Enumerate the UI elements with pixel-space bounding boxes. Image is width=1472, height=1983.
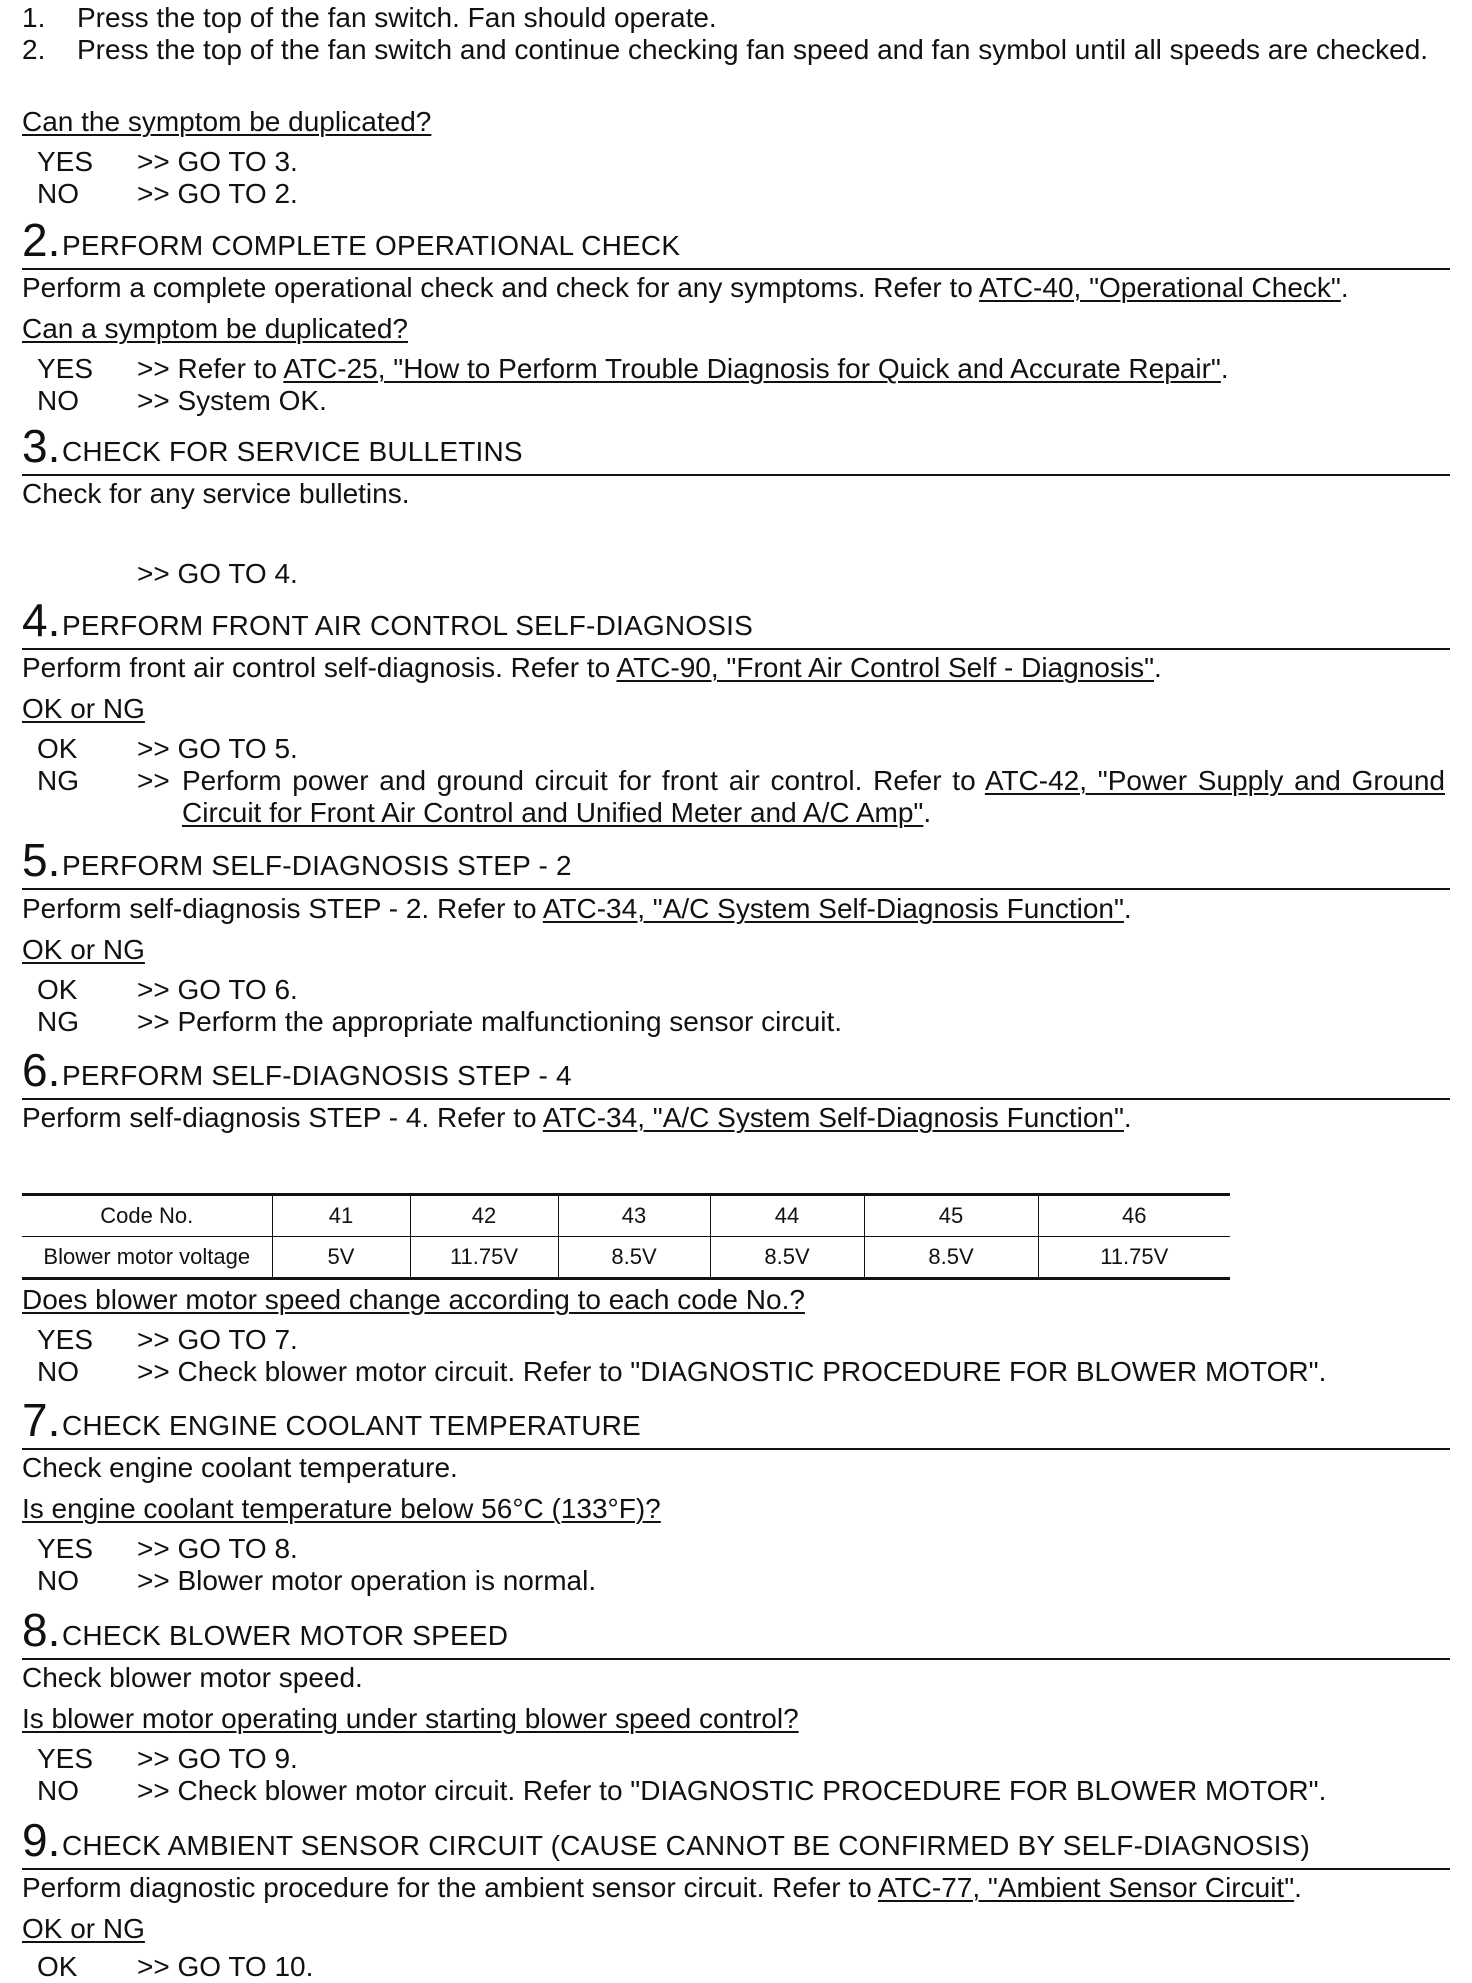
step1-answer-yes <box>37 146 298 178</box>
step2-answer-yes: YES >> Refer to ATC-25, "How to Perform Trouble Diagnosis for Quick and Accurate Repair". <box>37 353 1229 384</box>
intro-step-text: Press the top of the fan switch. Fan should operate. <box>77 2 717 33</box>
step-title: PERFORM FRONT AIR CONTROL SELF-DIAGNOSIS <box>62 610 753 641</box>
step-number: 7. <box>22 1394 61 1446</box>
intro-step-number: 1. <box>22 2 46 33</box>
step4-instruction: Perform front air control self-diagnosis. Refer to ATC-90, "Front Air Control Self - Diagnosis". <box>22 652 1162 683</box>
step6-reference-link[interactable]: ATC-34, "A/C System Self-Diagnosis Function" <box>542 1102 1124 1133</box>
answer-text: >> Check blower motor circuit. Refer to "DIAGNOSTIC PROCEDURE FOR BLOWER MOTOR". <box>137 1356 1327 1387</box>
step5-answer-ng <box>37 1006 842 1038</box>
table-cell: 8.5V <box>710 1237 864 1279</box>
answer-text: Perform power and ground circuit for front air control. Refer to ATC-42, "Power Supply and Ground Circuit for Front Air Control and Unified Meter and A/C Amp". <box>182 765 1445 828</box>
step8-answer-no <box>37 1775 1326 1807</box>
step2-instruction: Perform a complete operational check and check for any symptoms. Refer to ATC-40, "Operational Check". <box>22 272 1349 303</box>
table-row <box>22 1237 1230 1279</box>
table-header-cell: 44 <box>710 1195 864 1237</box>
table-header-cell: 45 <box>864 1195 1038 1237</box>
answer-text: >> Blower motor operation is normal. <box>137 1565 597 1596</box>
step4-ng-reference-link[interactable]: ATC-42, "Power Supply and Ground Circuit for Front Air Control and Unified Meter and A/C Amp" <box>182 765 1445 828</box>
step6-answer-no <box>37 1356 1326 1388</box>
step2-reference-link[interactable]: ATC-40, "Operational Check" <box>979 272 1341 303</box>
code-voltage-table <box>22 1193 1230 1280</box>
step1-question: Can the symptom be duplicated? <box>22 106 432 137</box>
step7-question: Is engine coolant temperature below 56°C (133°F)? <box>22 1493 661 1524</box>
answer-text: >> System OK. <box>137 385 327 416</box>
step6-heading <box>22 1044 1450 1100</box>
answer-text: >> GO TO 9. <box>137 1743 298 1774</box>
answer-text: >> Perform the appropriate malfunctioning sensor circuit. <box>137 1006 843 1037</box>
step3-instruction: Check for any service bulletins. <box>22 478 410 509</box>
step2-answer-no <box>37 385 327 417</box>
step9-instruction: Perform diagnostic procedure for the ambient sensor circuit. Refer to ATC-77, "Ambient Sensor Circuit". <box>22 1872 1302 1903</box>
step9-answer-ok <box>37 1951 313 1983</box>
step4-heading <box>22 594 1450 650</box>
intro-step-text: Press the top of the fan switch and continue checking fan speed and fan symbol until all speeds are checked. <box>77 34 1429 65</box>
table-header-cell: 41 <box>272 1195 410 1237</box>
step6-answer-yes <box>37 1324 298 1356</box>
step2-yes-reference-link[interactable]: ATC-25, "How to Perform Trouble Diagnosis for Quick and Accurate Repair" <box>283 353 1221 384</box>
answer-label: YES <box>37 353 94 384</box>
answer-label: NO <box>37 385 79 416</box>
answer-label: NO <box>37 1565 79 1596</box>
intro-step-number: 2. <box>22 34 46 65</box>
answer-text: >> Check blower motor circuit. Refer to "DIAGNOSTIC PROCEDURE FOR BLOWER MOTOR". <box>137 1775 1327 1806</box>
answer-text: >> GO TO 8. <box>137 1533 298 1564</box>
step-title: CHECK FOR SERVICE BULLETINS <box>62 436 523 467</box>
answer-text: >> GO TO 2. <box>137 178 298 209</box>
answer-label: NG <box>37 1006 79 1037</box>
answer-text: >> GO TO 6. <box>137 974 298 1005</box>
step-number: 9. <box>22 1814 61 1866</box>
answer-text: >> GO TO 7. <box>137 1324 298 1355</box>
step4-reference-link[interactable]: ATC-90, "Front Air Control Self - Diagnosis" <box>616 652 1155 683</box>
answer-label: NG <box>37 765 79 796</box>
answer-arrow: >> <box>137 765 170 796</box>
answer-label: YES <box>37 1533 94 1564</box>
answer-label: YES <box>37 1743 94 1774</box>
step8-answer-yes <box>37 1743 298 1775</box>
step6-question: Does blower motor speed change according to each code No.? <box>22 1284 805 1315</box>
table-cell: 11.75V <box>410 1237 558 1279</box>
answer-label: OK <box>37 974 78 1005</box>
step7-instruction: Check engine coolant temperature. <box>22 1452 458 1483</box>
step-title: PERFORM SELF-DIAGNOSIS STEP - 2 <box>62 850 572 881</box>
step-title: CHECK AMBIENT SENSOR CIRCUIT (CAUSE CANNOT BE CONFIRMED BY SELF-DIAGNOSIS) <box>62 1830 1311 1861</box>
step6-instruction: Perform self-diagnosis STEP - 4. Refer to ATC-34, "A/C System Self-Diagnosis Function". <box>22 1102 1132 1133</box>
step-number: 2. <box>22 214 61 266</box>
answer-text: >> GO TO 5. <box>137 733 298 764</box>
step-title: CHECK ENGINE COOLANT TEMPERATURE <box>62 1410 641 1441</box>
step-title: CHECK BLOWER MOTOR SPEED <box>62 1620 509 1651</box>
step3-heading <box>22 420 1450 476</box>
step8-heading <box>22 1604 1450 1660</box>
step2-heading <box>22 214 1450 270</box>
step4-answer-ok <box>37 733 298 765</box>
step7-heading <box>22 1394 1450 1450</box>
step5-reference-link[interactable]: ATC-34, "A/C System Self-Diagnosis Function" <box>542 893 1124 924</box>
answer-text: >> GO TO 3. <box>137 146 298 177</box>
table-cell: 11.75V <box>1038 1237 1230 1279</box>
step7-answer-no <box>37 1565 596 1597</box>
table-cell: 8.5V <box>864 1237 1038 1279</box>
step-title: PERFORM COMPLETE OPERATIONAL CHECK <box>62 230 681 261</box>
answer-label: YES <box>37 1324 94 1355</box>
step5-heading <box>22 834 1450 890</box>
step5-question: OK or NG <box>22 934 145 965</box>
step-number: 3. <box>22 420 61 472</box>
table-header-row <box>22 1195 1230 1237</box>
step-title: PERFORM SELF-DIAGNOSIS STEP - 4 <box>62 1060 572 1091</box>
step5-answer-ok <box>37 974 298 1006</box>
step9-reference-link[interactable]: ATC-77, "Ambient Sensor Circuit" <box>877 1872 1295 1903</box>
step4-question: OK or NG <box>22 693 145 724</box>
table-cell: 8.5V <box>558 1237 710 1279</box>
answer-label: OK <box>37 733 78 764</box>
answer-label: NO <box>37 1356 79 1387</box>
table-header-cell: 42 <box>410 1195 558 1237</box>
step3-goto: >> GO TO 4. <box>137 558 298 589</box>
table-header-cell: 46 <box>1038 1195 1230 1237</box>
table-header-cell: Code No. <box>22 1195 272 1237</box>
step8-instruction: Check blower motor speed. <box>22 1662 363 1693</box>
step-number: 4. <box>22 594 61 646</box>
answer-label: OK <box>37 1951 78 1982</box>
table-header-cell: 43 <box>558 1195 710 1237</box>
answer-label: YES <box>37 146 94 177</box>
step7-answer-yes <box>37 1533 298 1565</box>
answer-text: >> GO TO 10. <box>137 1951 314 1982</box>
answer-label: NO <box>37 178 79 209</box>
step-number: 6. <box>22 1044 61 1096</box>
step2-question: Can a symptom be duplicated? <box>22 313 408 344</box>
step-number: 5. <box>22 834 61 886</box>
table-cell: 5V <box>272 1237 410 1279</box>
step9-question: OK or NG <box>22 1913 145 1944</box>
answer-label: NO <box>37 1775 79 1806</box>
step5-instruction: Perform self-diagnosis STEP - 2. Refer to ATC-34, "A/C System Self-Diagnosis Function". <box>22 893 1132 924</box>
step-number: 8. <box>22 1604 61 1656</box>
step8-question: Is blower motor operating under starting blower speed control? <box>22 1703 799 1734</box>
step1-answer-no <box>37 178 298 210</box>
table-cell: Blower motor voltage <box>22 1237 272 1279</box>
step9-heading <box>22 1814 1450 1870</box>
